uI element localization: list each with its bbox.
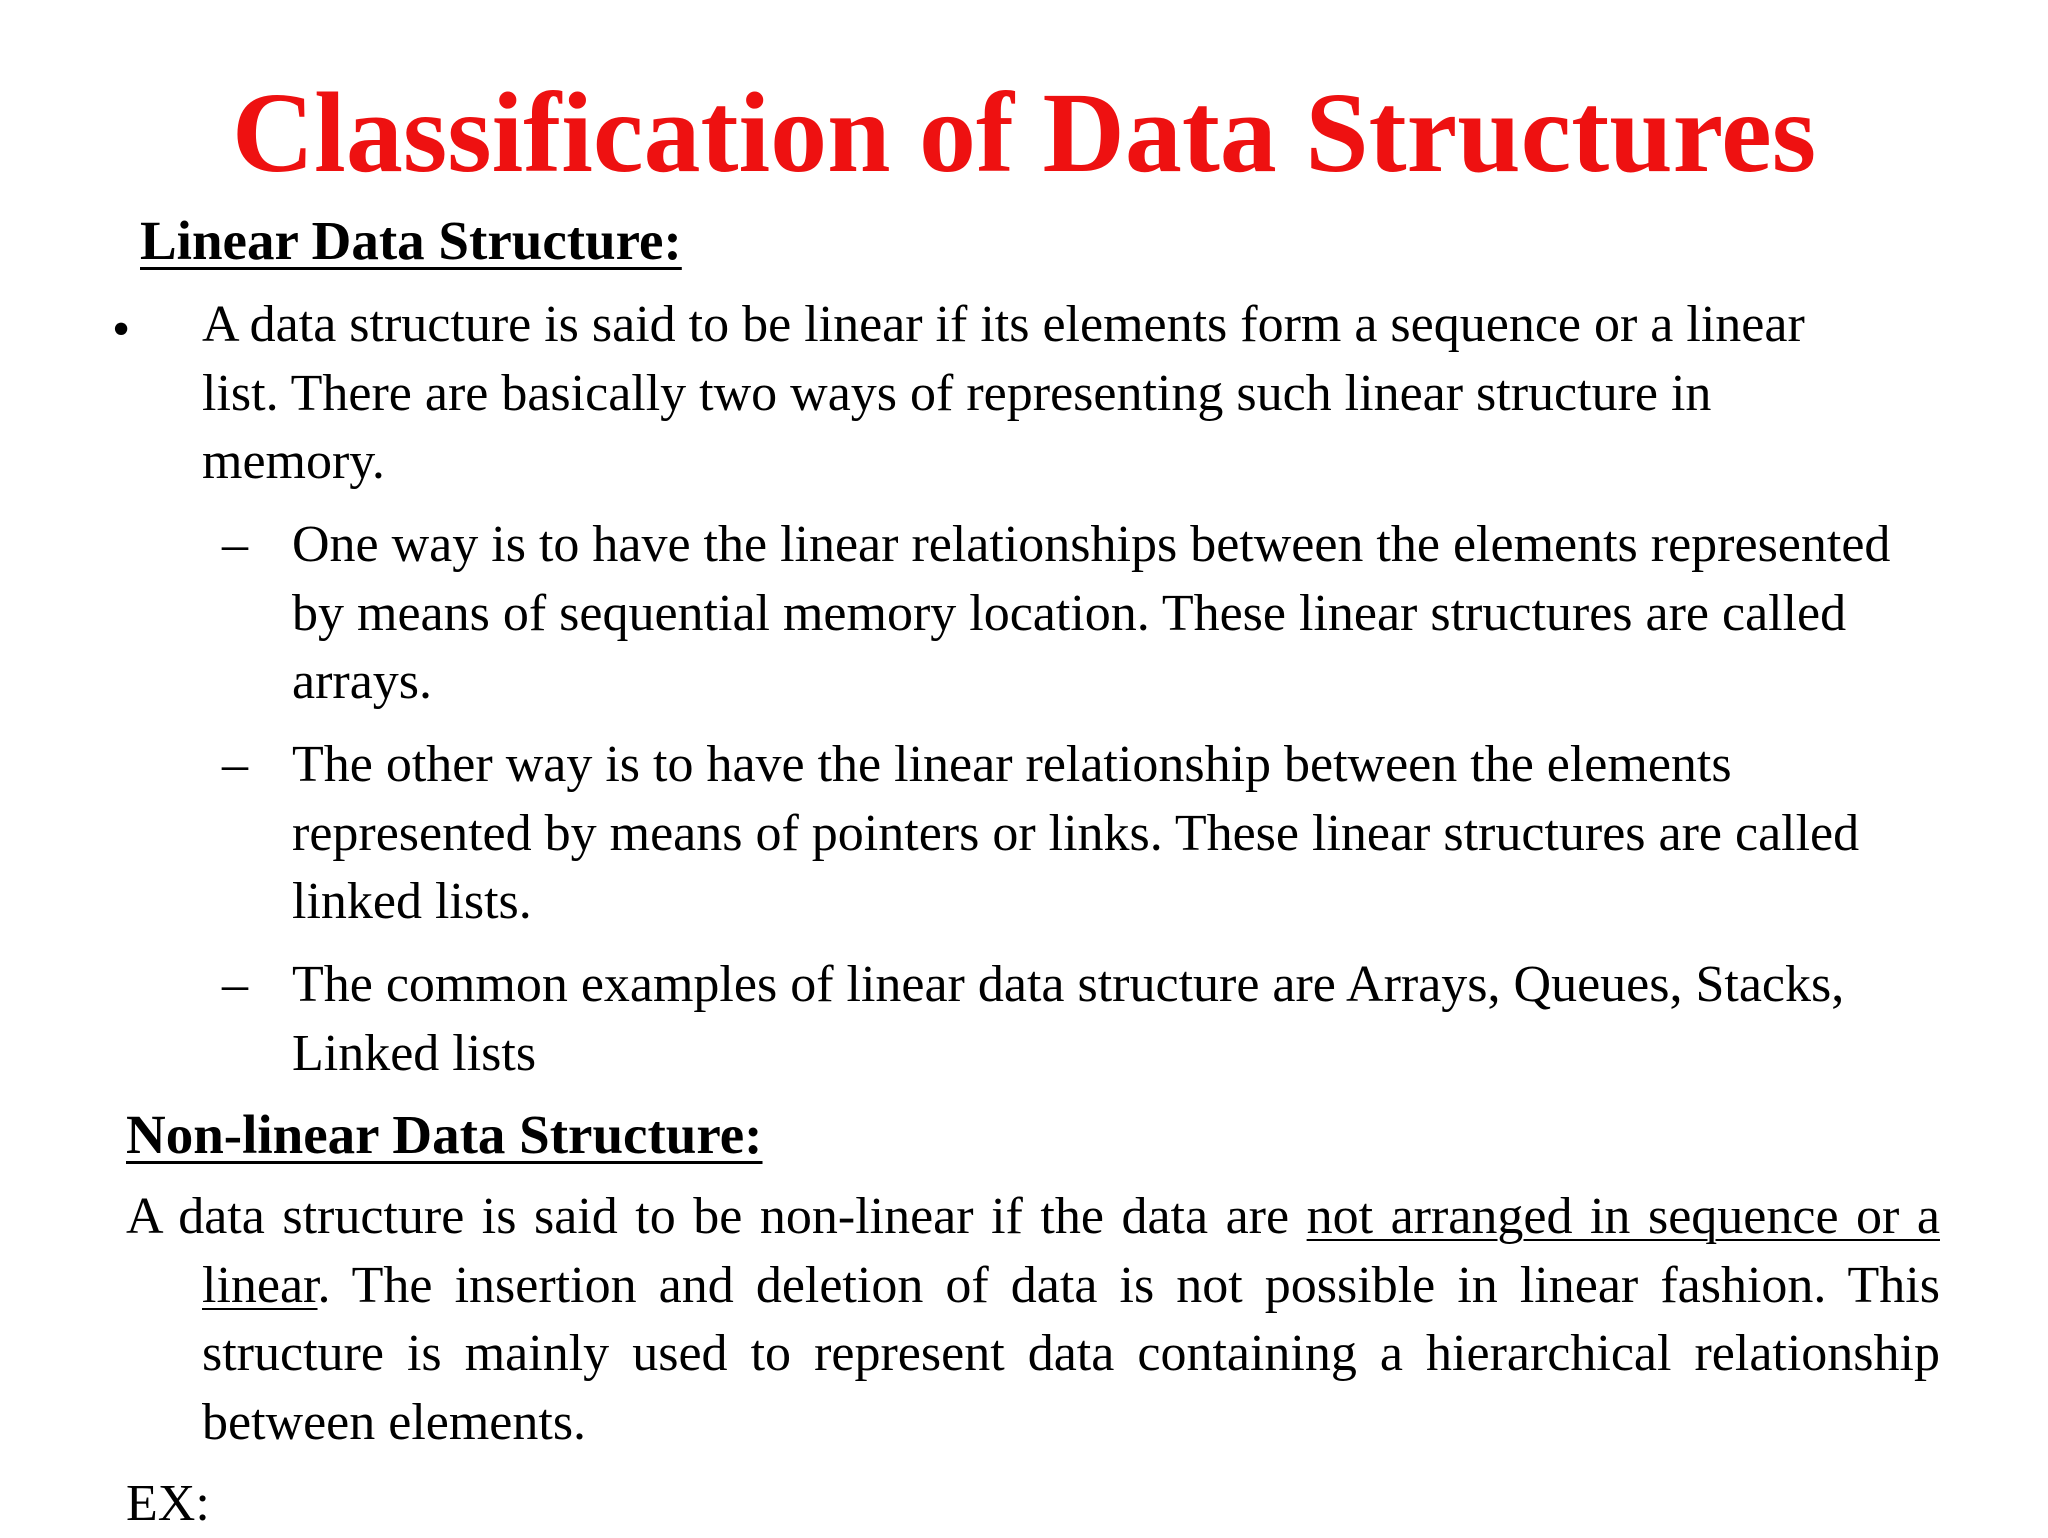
dash-icon: –: [222, 956, 248, 1013]
linear-heading: Linear Data Structure:: [140, 210, 682, 271]
dash-icon: –: [222, 516, 248, 573]
sub-point-arrays: One way is to have the linear relationships between the elements represented by means of sequential memory location. These linear structures are called arrays.: [292, 516, 1891, 710]
nonlinear-heading: Non-linear Data Structure:: [126, 1104, 763, 1165]
example-label: EX:: [126, 1475, 210, 1532]
dash-icon: –: [222, 736, 248, 793]
slide-title: Classification of Data Structures: [231, 69, 1817, 196]
linear-definition: A data structure is said to be linear if its elements form a sequence or a linear list. There are basically two ways of representing such linear structure in memory.: [202, 296, 1805, 490]
nonlinear-text-start: A data structure is said to be non-linear if the data are: [126, 1188, 1307, 1245]
sub-point-linked-lists: The other way is to have the linear relationship between the elements represented by means of pointers or links. These linear structures are called linked lists.: [292, 736, 1860, 930]
sub-point-examples: The common examples of linear data structure are Arrays, Queues, Stacks, Linked lists: [292, 956, 1845, 1082]
nonlinear-text-end: . The insertion and deletion of data is not possible in linear fashion. This structure is mainly used to represent data containing a hierarchical relationship between elements.: [202, 1256, 1940, 1451]
nonlinear-underlined-phrase: not arranged in sequence or a linear: [202, 1188, 1940, 1314]
nonlinear-definition: [126, 1183, 1940, 1457]
bullet-icon: •: [112, 301, 131, 358]
